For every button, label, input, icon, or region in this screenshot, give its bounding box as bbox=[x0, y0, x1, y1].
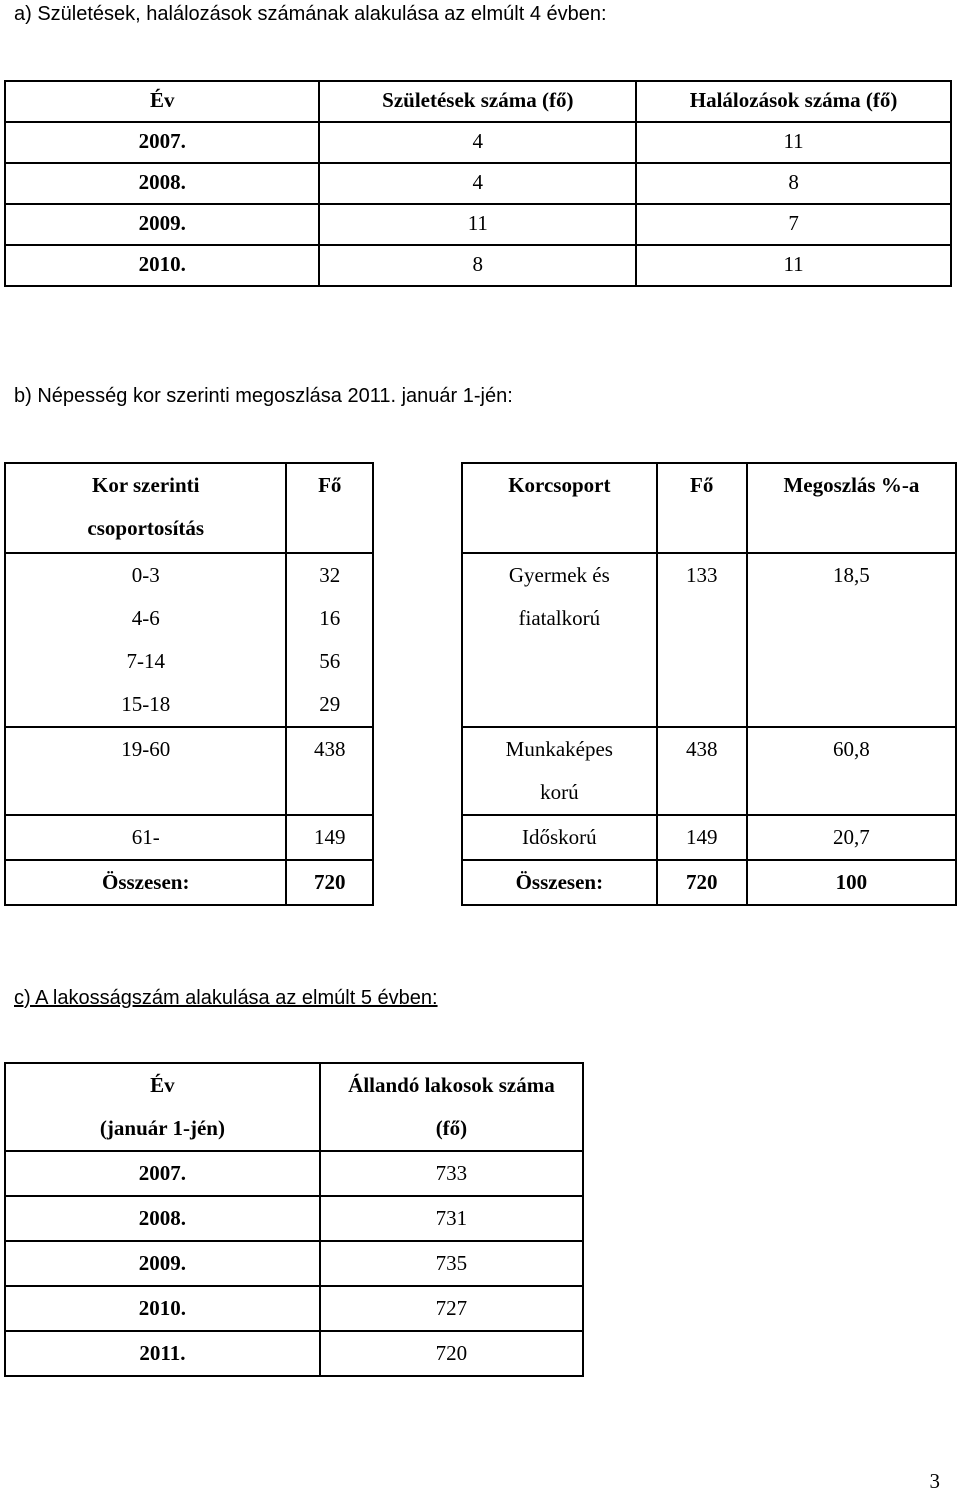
age-range: 7-14 bbox=[126, 649, 165, 673]
year-cell: 2011. bbox=[5, 1331, 320, 1376]
category-label-line: Időskorú bbox=[521, 825, 597, 849]
column-header-age-grouping bbox=[5, 463, 286, 553]
age-range: 15-18 bbox=[121, 692, 171, 716]
category-label-line: Munkaképes bbox=[505, 737, 613, 761]
births-cell: 4 bbox=[319, 122, 636, 163]
column-header-residents bbox=[320, 1063, 583, 1151]
table-header-row bbox=[5, 1063, 583, 1151]
table-header-row bbox=[5, 463, 373, 553]
count-cell bbox=[286, 815, 373, 860]
column-header-births: Születések száma (fő) bbox=[319, 81, 636, 122]
age-range: 19-60 bbox=[121, 737, 171, 761]
deaths-cell: 8 bbox=[636, 163, 951, 204]
percent-cell: 20,7 bbox=[747, 815, 956, 860]
section-c-heading: c) A lakosságszám alakulása az elmúlt 5 évben: bbox=[14, 987, 438, 1009]
column-header-persons: Fő bbox=[657, 463, 747, 553]
header-line: (január 1-jén) bbox=[99, 1116, 225, 1140]
column-header-deaths: Halálozások száma (fő) bbox=[636, 81, 951, 122]
total-label: Összesen: bbox=[5, 860, 286, 905]
percent-cell: 18,5 bbox=[747, 553, 956, 727]
count-value: 29 bbox=[319, 692, 341, 716]
category-label-line: Gyermek és bbox=[508, 563, 610, 587]
header-line: csoportosítás bbox=[87, 516, 205, 540]
table-row bbox=[5, 163, 951, 204]
population-table bbox=[4, 1062, 584, 1377]
total-label: Összesen: bbox=[462, 860, 657, 905]
residents-cell: 733 bbox=[320, 1151, 583, 1196]
year-cell: 2010. bbox=[5, 245, 319, 286]
residents-cell: 731 bbox=[320, 1196, 583, 1241]
age-range: 4-6 bbox=[131, 606, 160, 630]
section-a-heading: a) Születések, halálozások számának alakulása az elmúlt 4 évben: bbox=[14, 3, 607, 25]
age-range-cell bbox=[5, 815, 286, 860]
age-category-distribution-table bbox=[461, 462, 957, 906]
year-cell: 2008. bbox=[5, 163, 319, 204]
table-row bbox=[5, 1196, 583, 1241]
table-row bbox=[5, 815, 373, 860]
age-range-cell bbox=[5, 553, 286, 727]
count-cell: 438 bbox=[657, 727, 747, 815]
age-range-cell bbox=[5, 727, 286, 815]
header-line: Év bbox=[150, 1073, 175, 1097]
age-groups-table bbox=[4, 462, 374, 906]
table-row bbox=[5, 1151, 583, 1196]
year-cell: 2009. bbox=[5, 204, 319, 245]
total-value: 720 bbox=[286, 860, 373, 905]
deaths-cell: 11 bbox=[636, 122, 951, 163]
residents-cell: 727 bbox=[320, 1286, 583, 1331]
year-cell: 2009. bbox=[5, 1241, 320, 1286]
category-cell bbox=[462, 815, 657, 860]
table-row bbox=[462, 815, 956, 860]
year-cell: 2008. bbox=[5, 1196, 320, 1241]
table-header-row bbox=[5, 81, 951, 122]
column-header-year: Év bbox=[5, 81, 319, 122]
births-deaths-table bbox=[4, 80, 952, 287]
year-cell: 2010. bbox=[5, 1286, 320, 1331]
table-row bbox=[462, 553, 956, 727]
count-cell: 133 bbox=[657, 553, 747, 727]
year-cell: 2007. bbox=[5, 1151, 320, 1196]
table-row bbox=[5, 553, 373, 727]
category-label-line: korú bbox=[540, 780, 579, 804]
table-row bbox=[5, 1331, 583, 1376]
category-label-line: fiatalkorú bbox=[518, 606, 601, 630]
header-line: Kor szerinti bbox=[91, 473, 200, 497]
category-cell bbox=[462, 727, 657, 815]
year-cell: 2007. bbox=[5, 122, 319, 163]
table-row bbox=[462, 727, 956, 815]
total-value: 720 bbox=[657, 860, 747, 905]
table-row bbox=[5, 122, 951, 163]
column-header-persons: Fő bbox=[286, 463, 373, 553]
residents-cell: 720 bbox=[320, 1331, 583, 1376]
age-range: 0-3 bbox=[131, 563, 160, 587]
count-value: 32 bbox=[319, 563, 341, 587]
column-header-distribution-percent: Megoszlás %-a bbox=[747, 463, 956, 553]
table-row bbox=[5, 1241, 583, 1286]
count-value: 56 bbox=[319, 649, 341, 673]
count-cell: 149 bbox=[657, 815, 747, 860]
total-row bbox=[462, 860, 956, 905]
age-range: 61- bbox=[131, 825, 160, 849]
births-cell: 8 bbox=[319, 245, 636, 286]
page-number: 3 bbox=[929, 1469, 940, 1493]
table-row bbox=[5, 245, 951, 286]
deaths-cell: 7 bbox=[636, 204, 951, 245]
total-percent: 100 bbox=[747, 860, 956, 905]
table-row bbox=[5, 1286, 583, 1331]
table-row bbox=[5, 727, 373, 815]
count-value: 16 bbox=[319, 606, 341, 630]
count-cell bbox=[286, 727, 373, 815]
count-value: 438 bbox=[313, 737, 346, 761]
category-cell bbox=[462, 553, 657, 727]
percent-cell: 60,8 bbox=[747, 727, 956, 815]
header-line: Állandó lakosok száma bbox=[348, 1073, 555, 1097]
table-header-row bbox=[462, 463, 956, 553]
column-header-year bbox=[5, 1063, 320, 1151]
births-cell: 4 bbox=[319, 163, 636, 204]
section-b-heading: b) Népesség kor szerinti megoszlása 2011. január 1-jén: bbox=[14, 385, 513, 407]
total-row bbox=[5, 860, 373, 905]
header-line: (fő) bbox=[435, 1116, 468, 1140]
count-cell bbox=[286, 553, 373, 727]
deaths-cell: 11 bbox=[636, 245, 951, 286]
births-cell: 11 bbox=[319, 204, 636, 245]
count-value: 149 bbox=[313, 825, 346, 849]
table-row bbox=[5, 204, 951, 245]
column-header-age-category: Korcsoport bbox=[462, 463, 657, 553]
residents-cell: 735 bbox=[320, 1241, 583, 1286]
